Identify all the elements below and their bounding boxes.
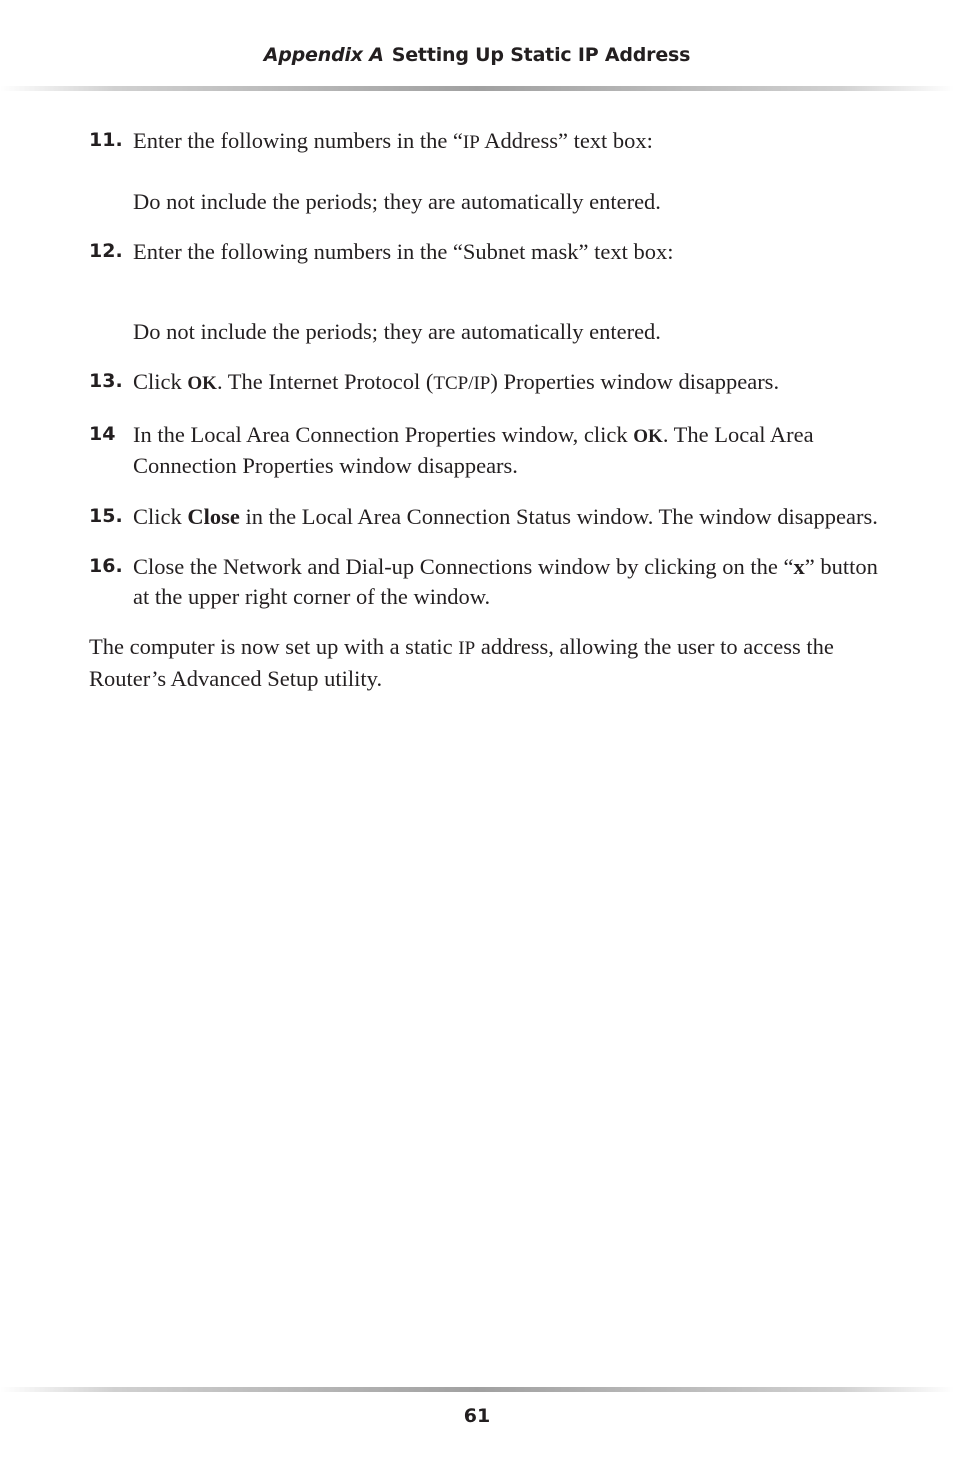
step-16: [89, 552, 879, 611]
step-number: 11.: [89, 129, 123, 151]
step-number: 14: [89, 422, 116, 445]
step-text: Close the Network and Dial-up Connections window by clicking on the “x” button at the upper right corner of the window.: [133, 554, 878, 609]
header-title: Setting Up Static IP Address: [391, 44, 691, 66]
conclusion-paragraph: The computer is now set up with a static IP address, allowing the user to access the Router’s Advanced Setup utility.: [89, 634, 834, 691]
step-text: Click OK. The Internet Protocol (TCP/IP) Properties window disappears.: [133, 369, 780, 394]
page-content: [89, 126, 879, 693]
page-header: [0, 44, 954, 66]
step-number: 15.: [89, 504, 123, 527]
step-14: [89, 420, 879, 481]
step-12: [89, 237, 879, 267]
step-number: 13.: [89, 370, 123, 392]
step-15: [89, 502, 879, 532]
step-text: Enter the following numbers in the “IP Address” text box:: [133, 128, 653, 153]
step-11: [89, 126, 879, 158]
step-text: Click Close in the Local Area Connection Status window. The window disappears.: [133, 503, 878, 529]
step-text: In the Local Area Connection Properties window, click OK. The Local Area Connection Properties window disappears.: [133, 421, 814, 478]
step-13: [89, 367, 879, 399]
header-appendix: Appendix A: [263, 44, 384, 66]
step-11-note: Do not include the periods; they are automatically entered.: [133, 188, 661, 214]
step-number: 16.: [89, 555, 123, 577]
step-12-note: Do not include the periods; they are automatically entered.: [133, 318, 661, 344]
header-rule: [0, 86, 954, 91]
step-number: 12.: [89, 240, 123, 262]
footer-rule: [0, 1387, 954, 1392]
step-text: Enter the following numbers in the “Subnet mask” text box:: [133, 239, 674, 264]
page-number: 61: [463, 1405, 491, 1427]
